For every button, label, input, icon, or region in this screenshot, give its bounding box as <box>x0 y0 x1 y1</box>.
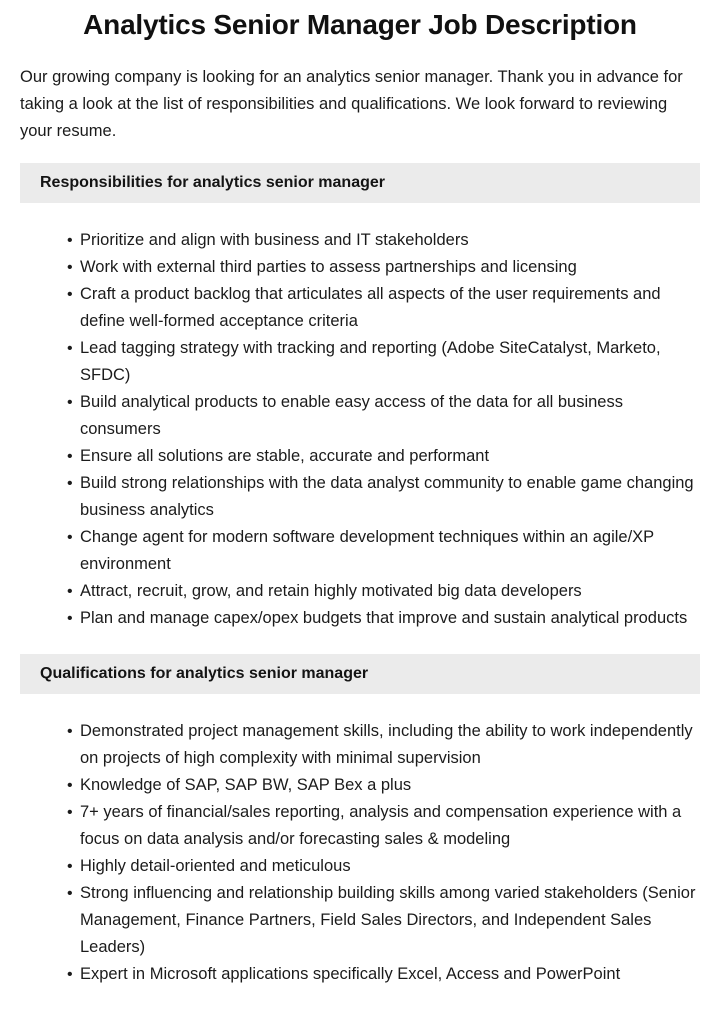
bullet-icon: • <box>67 529 73 546</box>
list-item <box>67 718 700 772</box>
list-item <box>67 605 700 632</box>
bullet-icon: • <box>67 804 73 821</box>
bullet-icon: • <box>67 340 73 357</box>
list-item-text: 7+ years of financial/sales reporting, analysis and compensation experience with a focus on data analysis and/or forecasting sales & modeling <box>80 803 682 848</box>
list-item-text: Work with external third parties to assess partnerships and licensing <box>80 258 577 276</box>
list-item <box>67 254 700 281</box>
list-item <box>67 799 700 853</box>
list-item <box>67 470 700 524</box>
bullet-icon: • <box>67 777 73 794</box>
page-title: Analytics Senior Manager Job Description <box>83 9 637 40</box>
list-item <box>67 578 700 605</box>
qualifications-list <box>20 718 700 988</box>
bullet-icon: • <box>67 448 73 465</box>
list-item-text: Expert in Microsoft applications specifically Excel, Access and PowerPoint <box>80 965 621 983</box>
bullet-icon: • <box>67 232 73 249</box>
qualifications-heading: Qualifications for analytics senior manager <box>20 654 700 694</box>
list-item-text: Demonstrated project management skills, including the ability to work independently on projects of high complexity with minimal supervision <box>80 722 693 767</box>
list-item <box>67 853 700 880</box>
list-item-text: Knowledge of SAP, SAP BW, SAP Bex a plus <box>80 776 412 794</box>
list-item-text: Attract, recruit, grow, and retain highly motivated big data developers <box>80 582 582 600</box>
bullet-icon: • <box>67 259 73 276</box>
list-item-text: Craft a product backlog that articulates all aspects of the user requirements and define well-formed acceptance criteria <box>80 285 661 330</box>
list-item-text: Prioritize and align with business and IT stakeholders <box>80 231 469 249</box>
list-item <box>67 389 700 443</box>
section-responsibilities <box>20 163 700 632</box>
list-item <box>67 335 700 389</box>
list-item-text: Plan and manage capex/opex budgets that improve and sustain analytical products <box>80 609 688 627</box>
list-item-text: Build analytical products to enable easy access of the data for all business consumers <box>80 393 623 438</box>
intro-paragraph: Our growing company is looking for an analytics senior manager. Thank you in advance for taking a look at the list of responsibilities and qualifications. We look forward to reviewing your resume. <box>20 68 683 140</box>
responsibilities-heading: Responsibilities for analytics senior manager <box>20 163 700 203</box>
list-item <box>67 524 700 578</box>
bullet-icon: • <box>67 286 73 303</box>
list-item <box>67 443 700 470</box>
list-item <box>67 772 700 799</box>
section-qualifications <box>20 654 700 988</box>
bullet-icon: • <box>67 610 73 627</box>
list-item-text: Highly detail-oriented and meticulous <box>80 857 351 875</box>
list-item-text: Change agent for modern software development techniques within an agile/XP environment <box>80 528 654 573</box>
list-item <box>67 281 700 335</box>
list-item-text: Build strong relationships with the data analyst community to enable game changing business analytics <box>80 474 694 519</box>
responsibilities-list <box>20 227 700 632</box>
bullet-icon: • <box>67 966 73 983</box>
bullet-icon: • <box>67 885 73 902</box>
list-item <box>67 227 700 254</box>
list-item-text: Lead tagging strategy with tracking and reporting (Adobe SiteCatalyst, Marketo, SFDC) <box>80 339 661 384</box>
bullet-icon: • <box>67 583 73 600</box>
list-item-text: Strong influencing and relationship building skills among varied stakeholders (Senior Management, Finance Partners, Field Sales Directors, and Independent Sales Leaders) <box>80 884 696 956</box>
bullet-icon: • <box>67 723 73 740</box>
bullet-icon: • <box>67 394 73 411</box>
bullet-icon: • <box>67 475 73 492</box>
list-item <box>67 961 700 988</box>
list-item <box>67 880 700 961</box>
list-item-text: Ensure all solutions are stable, accurate and performant <box>80 447 490 465</box>
bullet-icon: • <box>67 858 73 875</box>
